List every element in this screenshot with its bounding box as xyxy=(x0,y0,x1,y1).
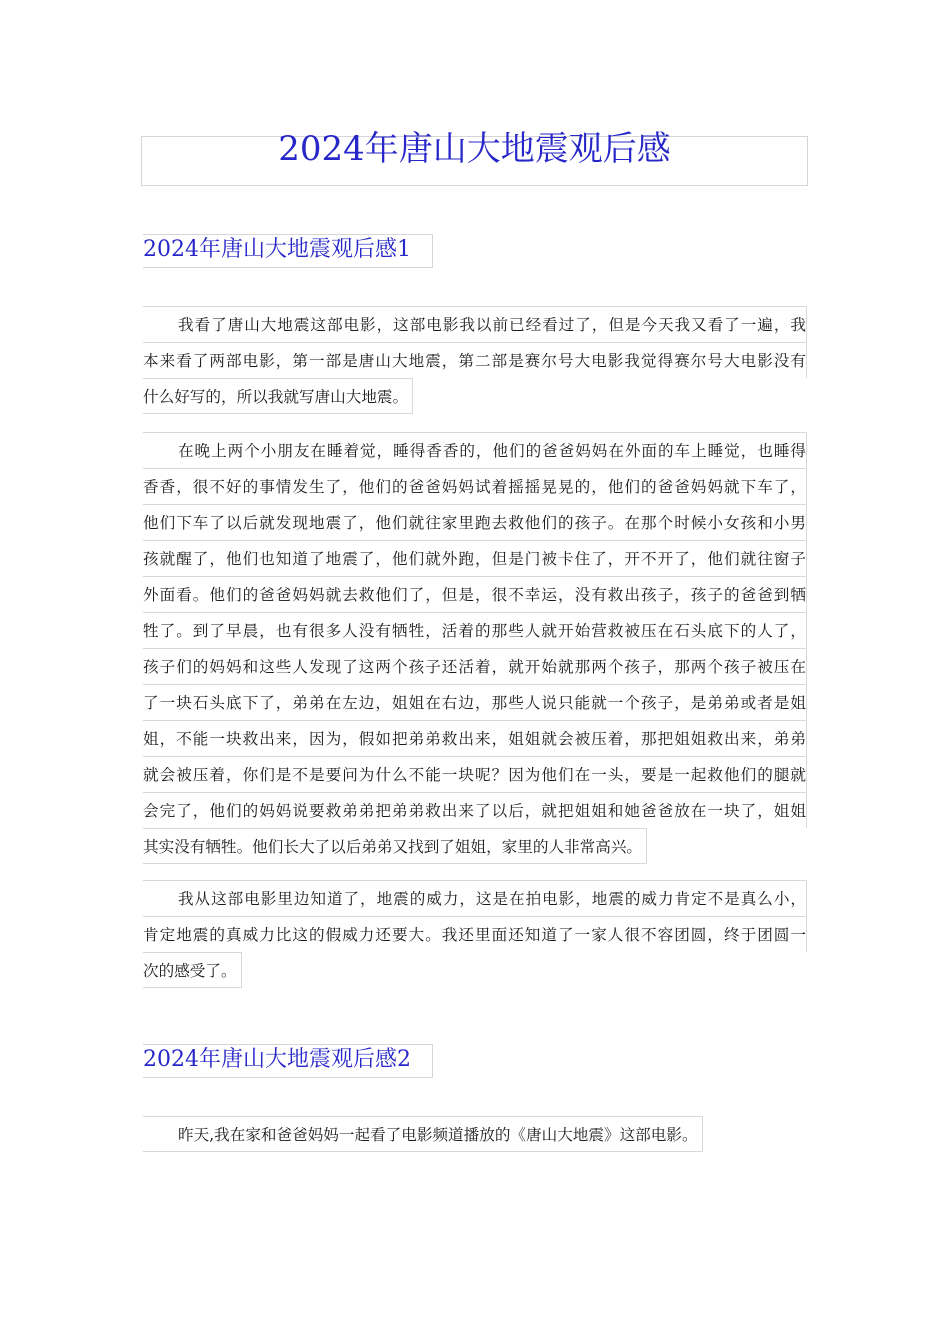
section-heading: 2024年唐山大地震观后感2 xyxy=(143,1044,433,1078)
paragraph xyxy=(143,880,807,1001)
section-heading: 2024年唐山大地震观后感1 xyxy=(143,234,433,268)
text-line: 外面看。他们的爸爸妈妈就去救他们了，但是，很不幸运，没有救出孩子，孩子的爸爸到牺 xyxy=(143,576,807,612)
text-line: 会完了，他们的妈妈说要救弟弟把弟弟救出来了以后，就把姐姐和她爸爸放在一块了，姐姐 xyxy=(143,792,807,828)
text-line: 香香，很不好的事情发生了，他们的爸爸妈妈试着摇摇晃晃的，他们的爸爸妈妈就下车了， xyxy=(143,468,807,504)
text-line: 孩就醒了，他们也知道了地震了，他们就外跑，但是门被卡住了，开不开了，他们就往窗子 xyxy=(143,540,807,576)
page-title: 2024年唐山大地震观后感 xyxy=(141,136,808,186)
text-line: 我看了唐山大地震这部电影，这部电影我以前已经看过了，但是今天我又看了一遍，我 xyxy=(143,306,807,342)
text-line: 本来看了两部电影，第一部是唐山大地震，第二部是赛尔号大电影我觉得赛尔号大电影没有 xyxy=(143,342,807,378)
text-line: 在晚上两个小朋友在睡着觉，睡得香香的，他们的爸爸妈妈在外面的车上睡觉，也睡得 xyxy=(143,432,807,468)
text-line: 我从这部电影里边知道了，地震的威力，这是在拍电影，地震的威力肯定不是真么小， xyxy=(143,880,807,916)
text-line: 牲了。到了早晨，也有很多人没有牺牲，活着的那些人就开始营救被压在石头底下的人了， xyxy=(143,612,807,648)
text-line: 就会被压着，你们是不是要问为什么不能一块呢？因为他们在一头，要是一起救他们的腿就 xyxy=(143,756,807,792)
text-line: 昨天,我在家和爸爸妈妈一起看了电影频道播放的《唐山大地震》这部电影。 xyxy=(143,1116,703,1152)
text-line: 他们下车了以后就发现地震了，他们就往家里跑去救他们的孩子。在那个时候小女孩和小男 xyxy=(143,504,807,540)
paragraph xyxy=(143,306,807,427)
paragraph xyxy=(143,432,807,877)
text-line: 肯定地震的真威力比这的假威力还要大。我还里面还知道了一家人很不容团圆，终于团圆一 xyxy=(143,916,807,952)
text-line: 其实没有牺牲。他们长大了以后弟弟又找到了姐姐，家里的人非常高兴。 xyxy=(143,828,647,864)
text-line: 孩子们的妈妈和这些人发现了这两个孩子还活着，就开始就那两个孩子，那两个孩子被压在 xyxy=(143,648,807,684)
text-line: 了一块石头底下了，弟弟在左边，姐姐在右边，那些人说只能就一个孩子，是弟弟或者是姐 xyxy=(143,684,807,720)
paragraph xyxy=(143,1116,807,1165)
text-line: 什么好写的，所以我就写唐山大地震。 xyxy=(143,378,413,414)
text-line: 姐，不能一块救出来，因为，假如把弟弟救出来，姐姐就会被压着，那把姐姐救出来，弟弟 xyxy=(143,720,807,756)
text-line: 次的感受了。 xyxy=(143,952,242,988)
